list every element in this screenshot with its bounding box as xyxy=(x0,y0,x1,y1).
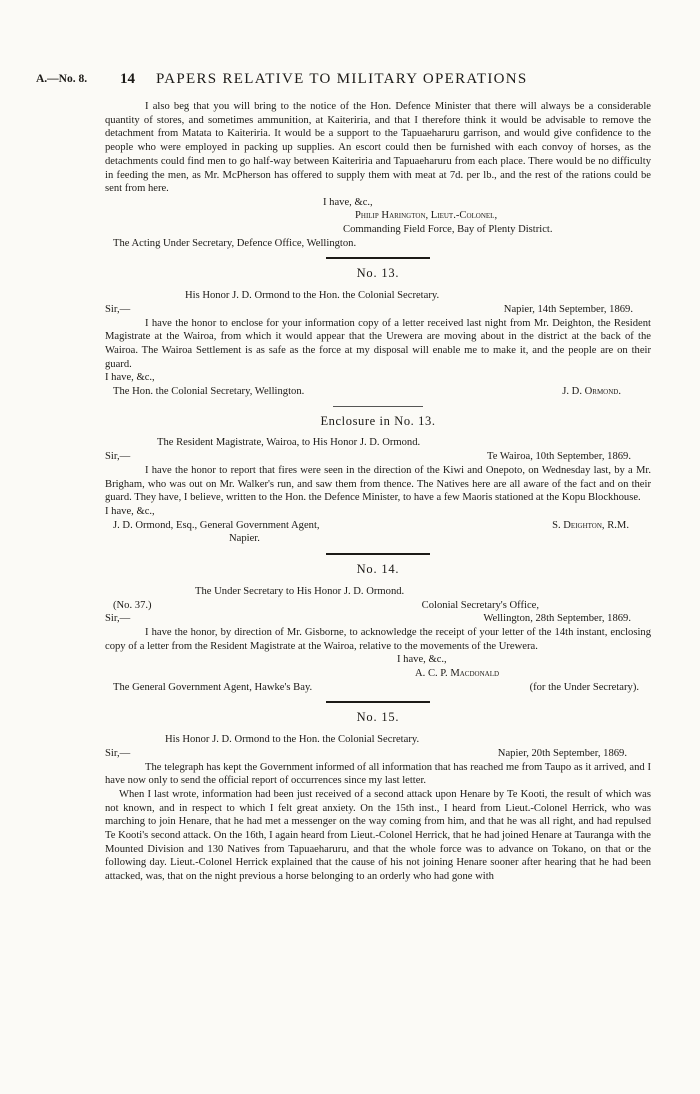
addressee: J. D. Ormond, Esq., General Government Agent, xyxy=(113,519,320,531)
place-date: Napier, 14th September, 1869. xyxy=(503,303,633,315)
signature-note: (for the Under Secretary). xyxy=(529,681,639,693)
addressee-city: Napier. xyxy=(229,533,260,545)
place-date: Napier, 20th September, 1869. xyxy=(497,747,627,759)
paragraph: I have the honor to enclose for your information copy of a letter received last night from Mr. Deighton, the Resident Magistrate at the Wairoa, from which it would appear that the Urewera are moving about in the district at the back of the Wairoa. The Wairoa Settlement is as safe as the force at my disposal will enable me to make it, and the people are on their guard. xyxy=(105,317,651,370)
enclosure-no-13 xyxy=(105,415,651,546)
reference-number: (No. 37.) xyxy=(113,599,152,611)
addressee: The Hon. the Colonial Secretary, Wellington. xyxy=(113,386,305,398)
letter-heading: Enclosure in No. 13. xyxy=(320,413,436,428)
signature: Philip Harington, Lieut.-Colonel, xyxy=(355,210,498,222)
office: Colonial Secretary's Office, xyxy=(421,599,539,611)
salutation: Sir,— xyxy=(105,747,131,759)
page-title: PAPERS RELATIVE TO MILITARY OPERATIONS xyxy=(156,71,528,87)
salutation: Sir,— xyxy=(105,613,131,625)
letter-from-to: The Resident Magistrate, Wairoa, to His Honor J. D. Ormond. xyxy=(157,437,421,449)
divider xyxy=(326,553,430,555)
paragraph: I have the honor, by direction of Mr. Gisborne, to acknowledge the receipt of your letter of the 14th instant, enclosing copy of a letter from the Resident Magistrate at the Wairoa, relative to the movements of the Urewera. xyxy=(105,626,651,652)
divider xyxy=(333,406,423,407)
signature: J. D. Ormond. xyxy=(562,386,621,398)
letter-heading: No. 13. xyxy=(356,266,400,281)
divider xyxy=(326,257,430,259)
letter-no-13 xyxy=(105,267,651,398)
place-date: Te Wairoa, 10th September, 1869. xyxy=(486,451,631,463)
letter-heading: No. 14. xyxy=(356,562,400,577)
salutation: Sir,— xyxy=(105,303,131,315)
salutation: Sir,— xyxy=(105,451,131,463)
closing: I have, &c., xyxy=(397,654,447,666)
letter-no-14 xyxy=(105,563,651,694)
letter-no-15 xyxy=(105,711,651,883)
letter-heading: No. 15. xyxy=(356,710,400,725)
paragraph: I also beg that you will bring to the notice of the Hon. Defence Minister that there will always be a considerable quantity of stores, and sometimes ammunition, at Kaiteriria, and that I therefore think it would be advisable to remove the detachment from Matata to Kaiteriria. It would be a support to the Tapuaeharuru garrison, and would give confidence to the people who were employed in packing up supplies. An escort could then be furnished with each convoy of horses, as the detachments could find men to go half-way between Kaiteriria and Tapuaeharuru from each place. There would be no difficulty in feeding the men, as Mr. McPherson has offered to supply them with meat at 7d. per lb., and the rest of the rations could be sent from here. xyxy=(105,101,651,195)
running-header xyxy=(36,72,666,92)
addressee: The General Government Agent, Hawke's Bay. xyxy=(113,681,313,693)
paragraph: When I last wrote, information had been just received of a second attack upon Henare by Te Kooti, the result of which was not known, and in respect to which I felt great anxiety. On the 15th inst., I heard from Lieut.-Colonel Herrick, who was marching to join Henare, that he had met a messenger on the way coming from him, and that he was all right, and had repulsed Te Kooti's second attack. On the 16th, I again heard from Lieut.-Colonel Herrick, that he had joined Henare at Tauranga with the Mounted Division and 130 Natives from Tapuaeharuru, and that the whole force was to advance on Tokano, on that or the following day. Lieut.-Colonel Herrick explained that the cause of his not joining Henare sooner after hearing that he had been attacked, was, that on the night previous a horse belonging to an orderly who had gone with xyxy=(105,788,651,883)
paragraph: I have the honor to report that fires were seen in the direction of the Kiwi and Onepoto, on Wednesday last, by a Mr. Brigham, who was out on Mr. Walker's run, and saw them from thence. The Natives here are all aware of the fact and on their guard. They have, I believe, written to the Hon. the Defence Minister, to have a few Maoris stationed at the Kopu Blockhouse. xyxy=(105,464,651,504)
signature-title: Commanding Field Force, Bay of Plenty District. xyxy=(343,224,553,236)
closing: I have, &c., xyxy=(323,196,373,208)
closing: I have, &c., xyxy=(105,372,155,384)
signature: A. C. P. Macdonald xyxy=(415,668,500,680)
paragraph: The telegraph has kept the Government informed of all information that has reached me from Taupo as it arrived, and I have now only to send the official report of occurrences since my last letter. xyxy=(105,761,651,787)
divider xyxy=(326,701,430,703)
page-number: 14 xyxy=(120,71,135,87)
letter-from-to: His Honor J. D. Ormond to the Hon. the Colonial Secretary. xyxy=(185,290,440,302)
addressee: The Acting Under Secretary, Defence Office, Wellington. xyxy=(113,237,357,249)
letter-12-continuation xyxy=(105,100,651,250)
closing: I have, &c., xyxy=(105,505,155,517)
signature: S. Deighton, R.M. xyxy=(552,519,629,531)
place-date: Wellington, 28th September, 1869. xyxy=(483,613,631,625)
document-body xyxy=(105,100,651,884)
document-code: A.—No. 8. xyxy=(36,73,88,85)
letter-from-to: The Under Secretary to His Honor J. D. Ormond. xyxy=(195,585,405,597)
letter-from-to: His Honor J. D. Ormond to the Hon. the Colonial Secretary. xyxy=(165,734,420,746)
